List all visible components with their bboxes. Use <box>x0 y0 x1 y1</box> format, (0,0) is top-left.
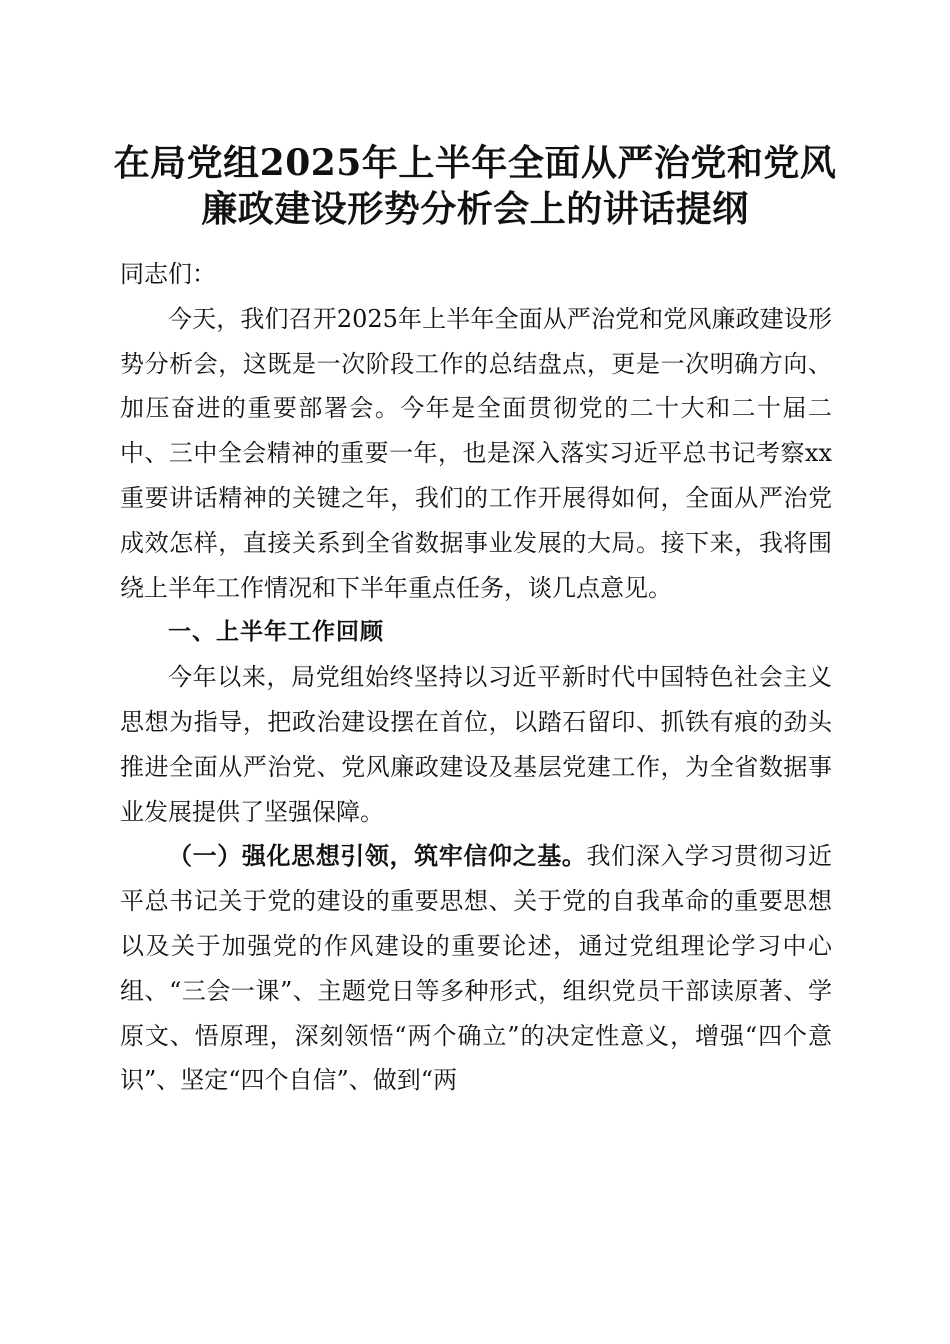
title-line-1: 在局党组2025年上半年全面从严治党和党风 <box>113 142 837 184</box>
section-heading-1: 一、上半年工作回顾 <box>168 619 384 646</box>
intro-paragraph: 今天，我们召开2025年上半年全面从严治党和党风廉政建设形势分析会，这既是一次阶段工作的总结盘点，更是一次明确方向、加压奋进的重要部署会。今年是全面贯彻党的二十大和二十届二中、三中全会精神的重要一年，也是深入落实习近平总书记考察xx重要讲话精神的关键之年，我们的工作开展得如何，全面从严治党成效怎样，直接关系到全省数据事业发展的大局。接下来，我将围绕上半年工作情况和下半年重点任务，谈几点意见。 <box>120 304 832 602</box>
subsection-1-paragraph <box>120 834 832 1103</box>
greeting: 同志们： <box>120 260 216 288</box>
title-line-2: 廉政建设形势分析会上的讲话提纲 <box>201 188 749 230</box>
subsection-1-heading: （一）强化思想引领，筑牢信仰之基。 <box>168 841 587 871</box>
document-body <box>120 252 832 1103</box>
document-title <box>100 140 850 232</box>
section-1-paragraph: 今年以来，局党组始终坚持以习近平新时代中国特色社会主义思想为指导，把政治建设摆在首位，以踏石留印、抓铁有痕的劲头推进全面从严治党、党风廉政建设及基层党建工作，为全省数据事业发展提供了坚强保障。 <box>120 663 832 826</box>
subsection-1-text: 我们深入学习贯彻习近平总书记关于党的建设的重要思想、关于党的自我革命的重要思想以及关于加强党的作风建设的重要论述，通过党组理论学习中心组、“三会一课”、主题党日等多种形式，组织党员干部读原著、学原文、悟原理，深刻领悟“两个确立”的决定性意义，增强“四个意识”、坚定“四个自信”、做到“两 <box>120 842 833 1095</box>
